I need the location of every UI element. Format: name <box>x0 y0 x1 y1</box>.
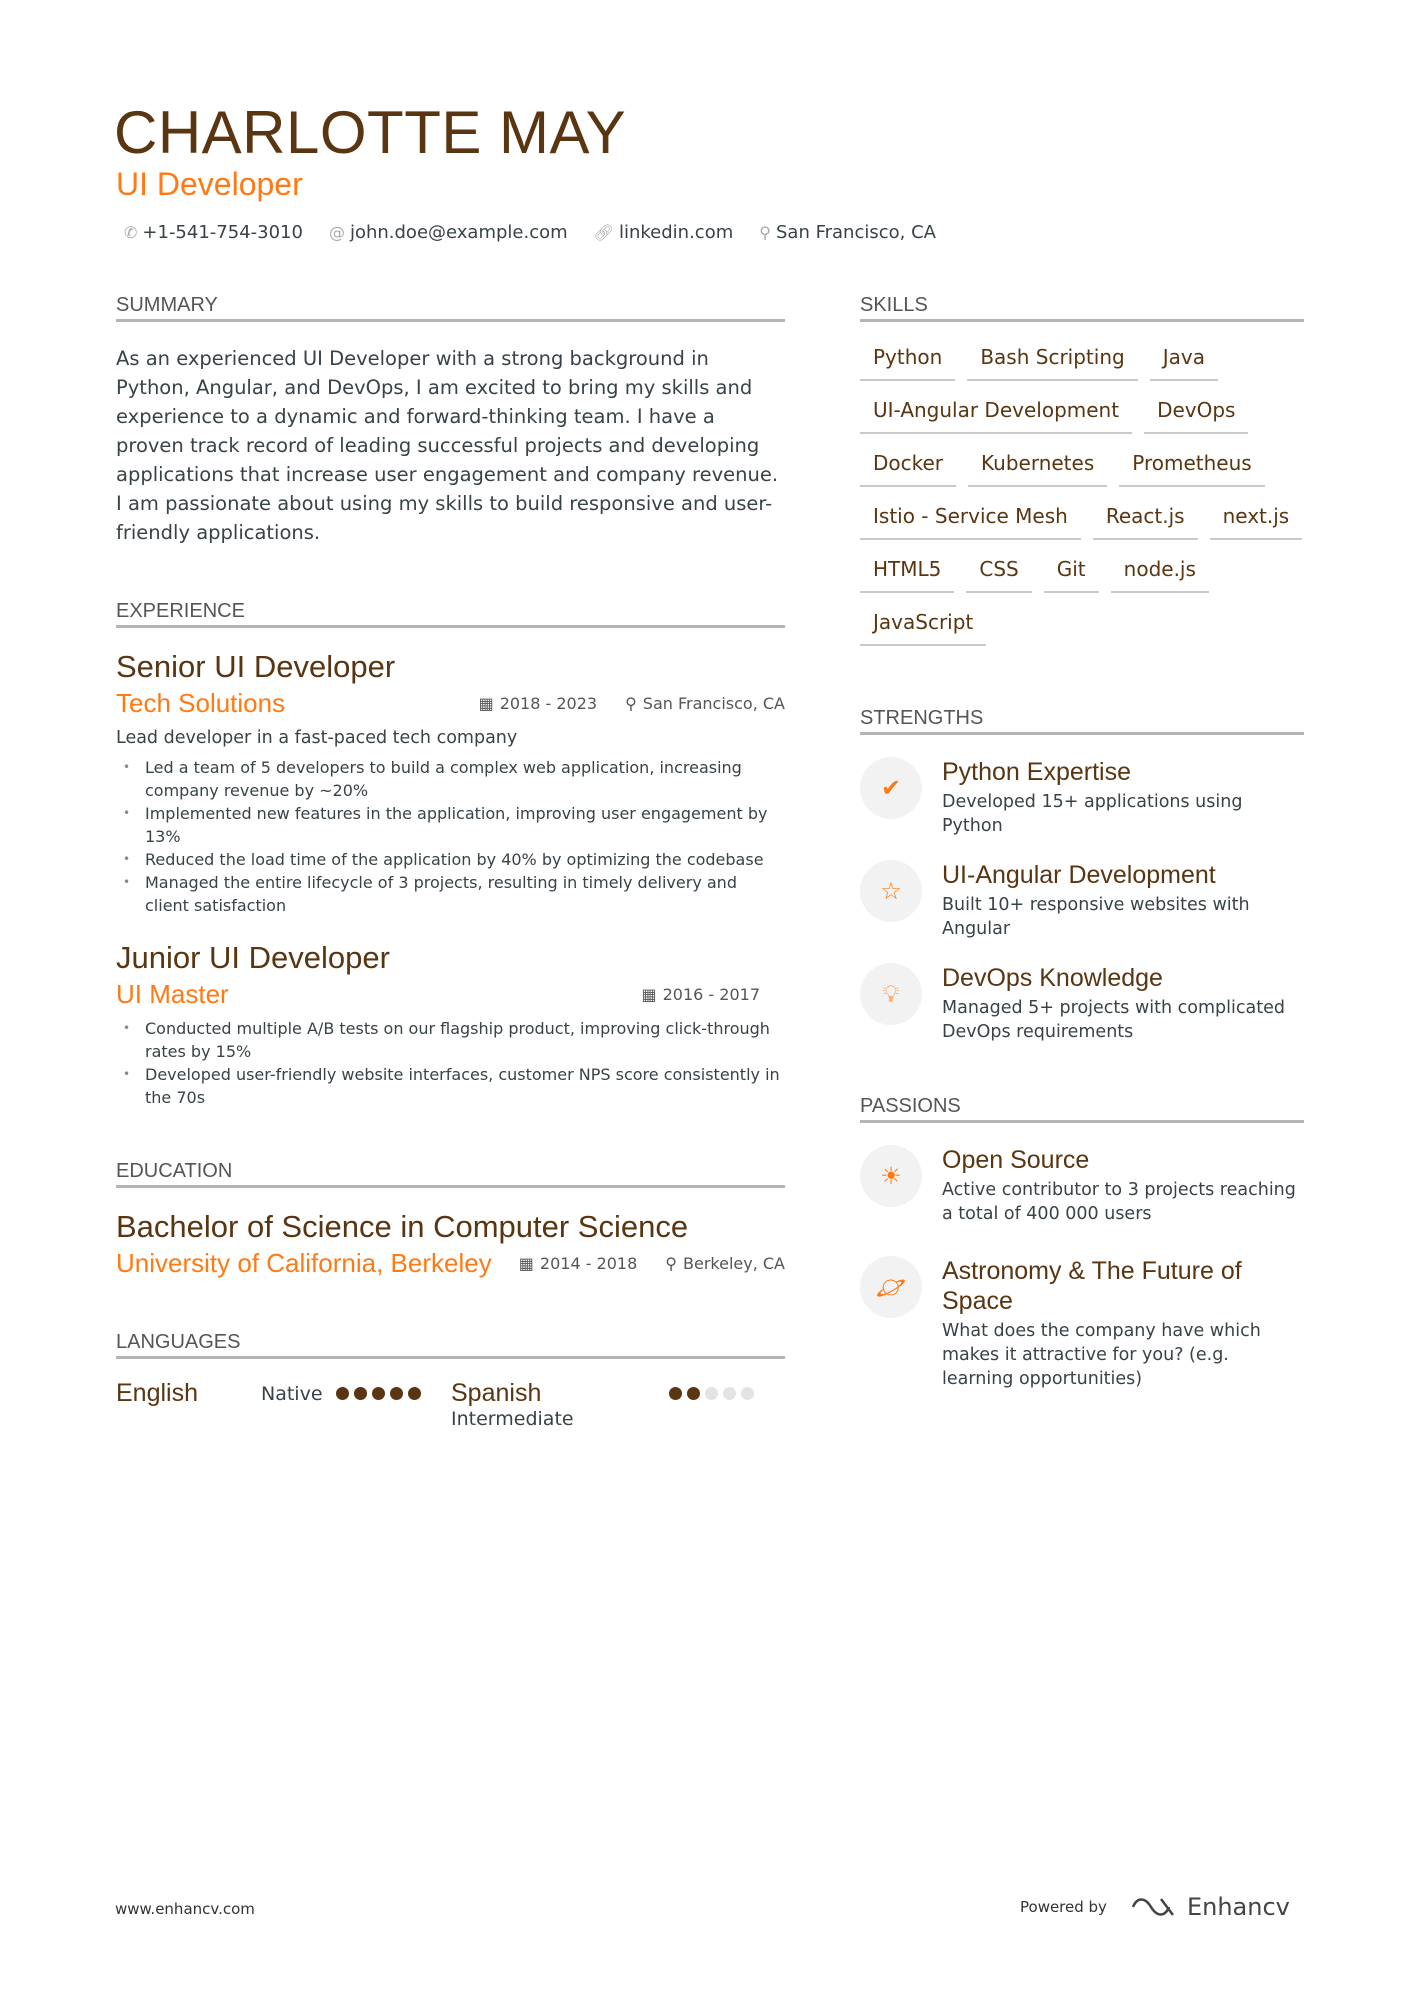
passion-item <box>860 1256 1304 1391</box>
skill-tag: CSS <box>966 556 1031 593</box>
bullet: • Conducted multiple A/B tests on our flagship product, improving click-through rates by 15% <box>116 1017 785 1063</box>
education-location: Berkeley, CA <box>683 1253 785 1273</box>
passion-text: Active contributor to 3 projects reaching a total of 400 000 users <box>942 1180 1296 1224</box>
enhancv-logo[interactable] <box>1131 1893 1290 1921</box>
job-entry <box>116 648 785 917</box>
strength-title: DevOps Knowledge <box>942 964 1163 992</box>
bullet: • Implemented new features in the application, improving user engagement by 13% <box>116 802 785 848</box>
job-title: Junior UI Developer <box>116 940 390 975</box>
degree: Bachelor of Science in Computer Science <box>116 1209 689 1244</box>
skill-tag: Istio - Service Mesh <box>860 503 1081 540</box>
location-icon: ⚲ <box>665 1253 678 1273</box>
school: University of California, Berkeley <box>116 1248 492 1278</box>
enhancv-logo-icon <box>1131 1896 1177 1918</box>
skill-tag: Java <box>1150 344 1218 381</box>
passion-item <box>860 1145 1304 1226</box>
skill-tag: Bash Scripting <box>967 344 1137 381</box>
skills-heading: SKILLS <box>860 293 1304 322</box>
skill-tag: node.js <box>1111 556 1209 593</box>
brand-name: Enhancv <box>1186 1893 1290 1921</box>
education-dates: 2014 - 2018 <box>539 1253 638 1273</box>
strength-item <box>860 860 1304 941</box>
passions-heading: PASSIONS <box>860 1094 1304 1123</box>
company-name: UI Master <box>116 979 229 1009</box>
link-icon: 🔗︎ <box>593 223 614 242</box>
language-level: Intermediate <box>451 1408 574 1430</box>
contact-email[interactable]: @ john.doe@example.com <box>328 222 568 243</box>
contact-bar <box>124 222 936 243</box>
passions-list <box>860 1145 1304 1391</box>
summary-heading: SUMMARY <box>116 293 785 322</box>
strength-item <box>860 963 1304 1044</box>
planet-icon: 🪐︎ <box>860 1256 922 1318</box>
language-rating <box>336 1379 451 1404</box>
left-column <box>116 293 785 1430</box>
contact-phone[interactable]: ✆ +1-541-754-3010 <box>124 222 303 243</box>
contact-location: ⚲ San Francisco, CA <box>759 222 936 243</box>
star-icon: ☆ <box>860 860 922 922</box>
footer-powered <box>1020 1893 1290 1921</box>
skill-tag: UI-Angular Development <box>860 397 1132 434</box>
language-level: Native <box>261 1383 323 1405</box>
languages-heading: LANGUAGES <box>116 1330 785 1359</box>
skill-tag: Kubernetes <box>968 450 1107 487</box>
language-name: Spanish <box>451 1379 542 1407</box>
bullet: • Led a team of 5 developers to build a complex web application, increasing company revenue by ~20% <box>116 756 785 802</box>
skill-tag: React.js <box>1093 503 1198 540</box>
powered-by-text: Powered by <box>1020 1898 1107 1916</box>
passion-text: What does the company have which makes it attractive for you? (e.g. learning opportunities) <box>942 1321 1261 1389</box>
bullet: • Managed the entire lifecycle of 3 projects, resulting in timely delivery and client satisfaction <box>116 871 785 917</box>
strengths-list <box>860 757 1304 1044</box>
job-bullets <box>116 756 785 917</box>
strength-item <box>860 757 1304 838</box>
job-description: Lead developer in a fast-paced tech company <box>116 728 518 748</box>
calendar-icon: ▦ <box>478 693 494 713</box>
contact-link[interactable]: 🔗︎ linkedin.com <box>593 222 734 243</box>
skill-tag: next.js <box>1210 503 1303 540</box>
skill-tag: JavaScript <box>860 609 986 646</box>
strength-text: Managed 5+ projects with complicated DevOps requirements <box>942 998 1285 1042</box>
strength-title: Python Expertise <box>942 758 1131 786</box>
job-dates: 2018 - 2023 <box>499 693 598 713</box>
skill-tag: DevOps <box>1144 397 1248 434</box>
bullet: • Reduced the load time of the application by 40% by optimizing the codebase <box>116 848 785 871</box>
check-icon: ✔ <box>860 757 922 819</box>
right-column <box>860 293 1304 1391</box>
job-location: San Francisco, CA <box>642 693 785 713</box>
skill-tag: Prometheus <box>1119 450 1264 487</box>
calendar-icon: ▦ <box>518 1253 534 1273</box>
education-heading: EDUCATION <box>116 1159 785 1188</box>
languages-list <box>116 1379 785 1430</box>
location-icon: ⚲ <box>759 223 771 242</box>
location-icon: ⚲ <box>625 693 637 713</box>
strength-title: UI-Angular Development <box>942 861 1216 889</box>
at-icon: @ <box>328 223 345 242</box>
job-dates: 2016 - 2017 <box>662 984 760 1004</box>
skills-list <box>860 344 1304 646</box>
passion-title: Open Source <box>942 1146 1090 1174</box>
passion-title: Astronomy & The Future of Space <box>942 1257 1242 1315</box>
skill-tag: Python <box>860 344 955 381</box>
language-rating <box>669 1379 759 1404</box>
experience-heading: EXPERIENCE <box>116 599 785 628</box>
language-name: English <box>116 1379 198 1407</box>
calendar-icon: ▦ <box>641 984 657 1004</box>
footer-website[interactable]: www.enhancv.com <box>115 1900 255 1918</box>
strength-text: Developed 15+ applications using Python <box>942 792 1243 836</box>
skill-tag: Git <box>1044 556 1099 593</box>
job-bullets <box>116 1017 785 1109</box>
bullet: • Developed user-friendly website interfaces, customer NPS score consistently in the 70s <box>116 1063 785 1109</box>
candidate-name: CHARLOTTE MAY <box>114 99 627 166</box>
job-entry <box>116 939 785 1109</box>
lightbulb-icon: 💡︎ <box>860 963 922 1025</box>
strengths-heading: STRENGTHS <box>860 706 1304 735</box>
candidate-title: UI Developer <box>116 166 303 202</box>
skill-tag: Docker <box>860 450 956 487</box>
company-name: Tech Solutions <box>116 688 286 718</box>
strength-text: Built 10+ responsive websites with Angular <box>942 895 1250 939</box>
education-entry <box>116 1208 785 1280</box>
phone-icon: ✆ <box>124 223 138 242</box>
job-title: Senior UI Developer <box>116 649 396 684</box>
skill-tag: HTML5 <box>860 556 954 593</box>
bulb-shine-icon: ☀ <box>860 1145 922 1207</box>
summary-text: As an experienced UI Developer with a strong background in Python, Angular, and DevOps, I am excited to bring my skills and experience to a dynamic and forward-thinking team. I have a proven track record of leading successful projects and developing applications that increase user engagement and company revenue. I am passionate about using my skills to build responsive and user-friendly applications. <box>116 347 779 544</box>
